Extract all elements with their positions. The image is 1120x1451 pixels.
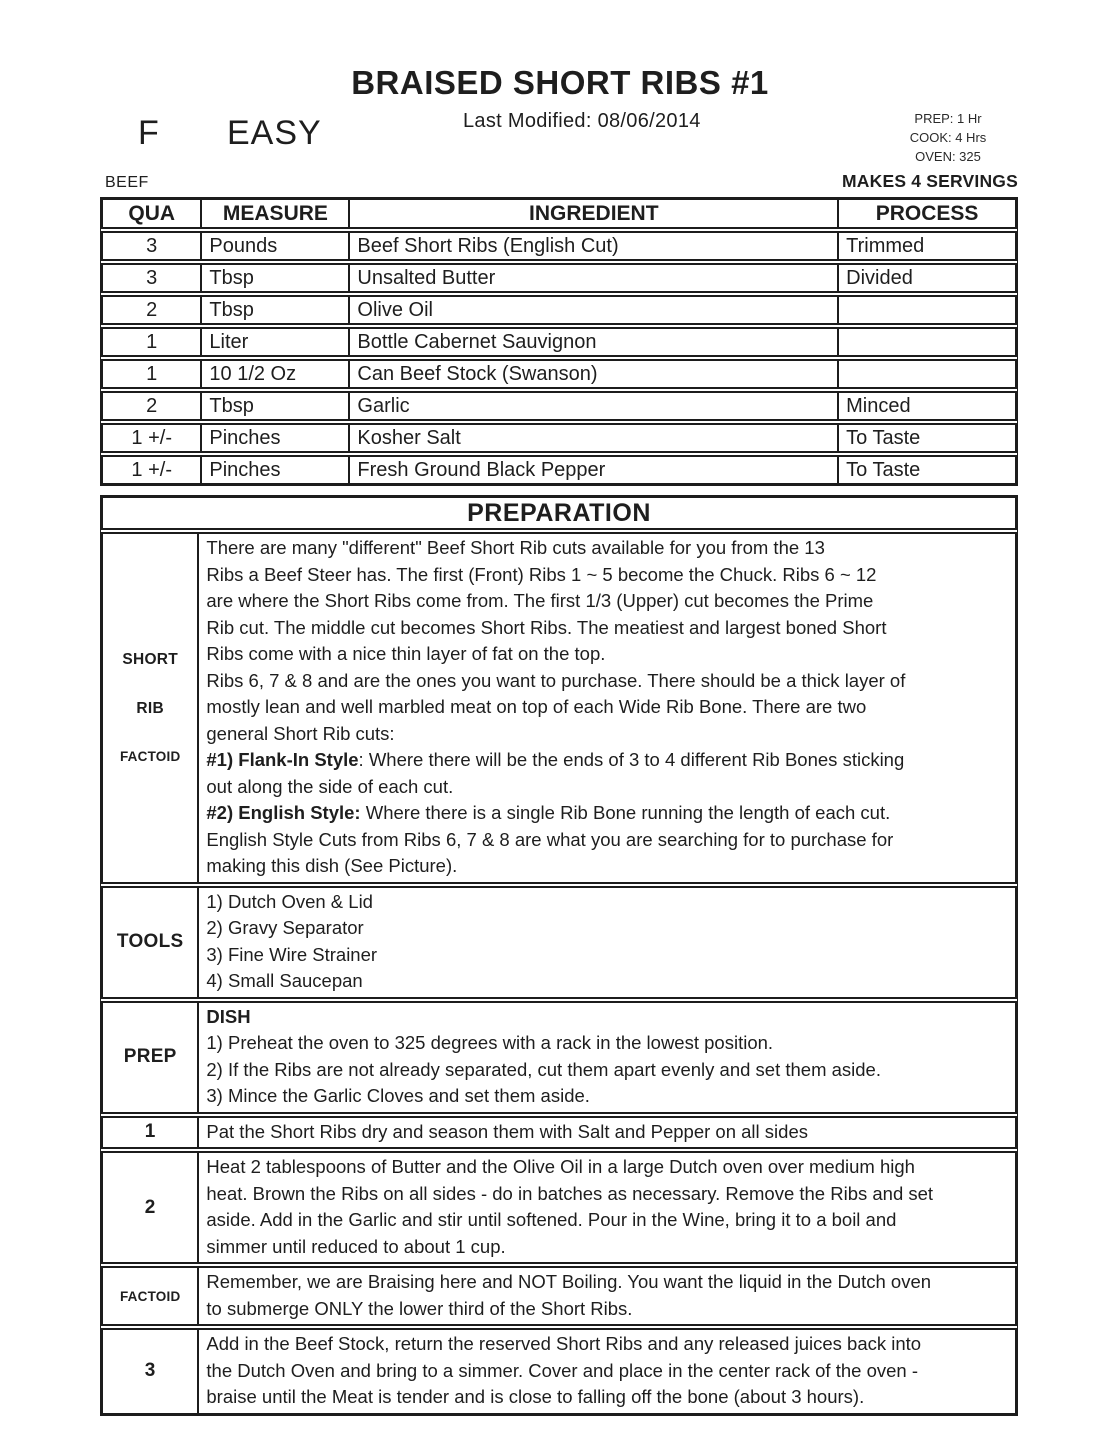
prep-row-label: 3 <box>144 1360 156 1382</box>
ingredient-qty: 1 +/- <box>131 427 172 449</box>
prep-row-tools <box>101 886 1017 999</box>
ingredient-name: Can Beef Stock (Swanson) <box>348 361 837 387</box>
ingredient-row <box>101 263 1017 293</box>
prep-row-text: Add in the Beef Stock, return the reserved Short Ribs and any released juices back into the Dutch Oven and bring to a simmer. Cover and place in the center rack of the oven - braise until the Meat is tender and is close to falling off the bone (about 3 hours). <box>197 1330 1015 1413</box>
time-meta-block <box>886 109 1010 166</box>
ingredient-name: Olive Oil <box>348 297 837 323</box>
ingredient-process: To Taste <box>837 457 1015 483</box>
prep-row-text: 1) Dutch Oven & Lid 2) Gravy Separator 3) Fine Wire Strainer 4) Small Saucepan <box>197 888 1015 997</box>
ingredient-qty: 1 <box>146 331 158 353</box>
prep-row-prep <box>101 1001 1017 1114</box>
prep-row-text: DISH 1) Preheat the oven to 325 degrees with a rack in the lowest position. 2) If the Ribs are not already separated, cut them apart evenly and set them aside. 3) Mince the Garlic Cloves and set them aside. <box>197 1003 1015 1112</box>
ingredient-measure: Pinches <box>200 425 348 451</box>
cook-time: COOK: 4 Hrs <box>909 130 987 145</box>
ingredient-qty: 1 +/- <box>131 459 172 481</box>
ingredient-row <box>101 359 1017 389</box>
ingredient-name: Unsalted Butter <box>348 265 837 291</box>
preparation-title: PREPARATION <box>467 499 651 527</box>
ingredient-row <box>101 295 1017 325</box>
prep-row-label: FACTOID <box>119 1288 181 1304</box>
prep-row-label: 1 <box>144 1121 156 1143</box>
ingredient-qty: 1 <box>146 363 158 385</box>
prep-row-text: Remember, we are Braising here and NOT Boiling. You want the liquid in the Dutch oven to submerge ONLY the lower third of the Short Ribs. <box>197 1268 1015 1324</box>
ingredient-measure: 10 1/2 Oz <box>200 361 348 387</box>
prep-row-factoid <box>101 1266 1017 1326</box>
page-title: BRAISED SHORT RIBS #1 <box>351 64 769 101</box>
recipe-grade: F <box>138 114 159 152</box>
ingredient-name: Bottle Cabernet Sauvignon <box>348 329 837 355</box>
prep-row-factoid-short-rib <box>101 532 1017 884</box>
ingredient-qty: 3 <box>146 235 158 257</box>
ingredient-process <box>837 297 1015 323</box>
preparation-header-row <box>101 496 1017 530</box>
ingredient-process: To Taste <box>837 425 1015 451</box>
ingredient-row <box>101 455 1017 485</box>
ingredient-measure: Pinches <box>200 457 348 483</box>
ingredient-qty: 2 <box>146 299 158 321</box>
preparation-table <box>100 495 1018 1416</box>
ingredients-table <box>100 197 1018 486</box>
prep-row-label: 2 <box>144 1196 156 1218</box>
ingredient-measure: Tbsp <box>200 265 348 291</box>
ingredient-measure: Pounds <box>200 233 348 259</box>
prep-row-text: Heat 2 tablespoons of Butter and the Olive Oil in a large Dutch oven over medium high heat. Brown the Ribs on all sides - do in batches as necessary. Remove the Ribs and set aside. Add in the Garlic and stir until softened. Pour in the Wine, bring it to a boil and simmer until reduced to about 1 cup. <box>197 1153 1015 1262</box>
servings-label: MAKES 4 SERVINGS <box>842 171 1018 191</box>
recipe-difficulty: EASY <box>227 114 322 152</box>
last-modified-date: Last Modified: 08/06/2014 <box>463 110 701 132</box>
col-header-measure: MEASURE <box>200 200 348 227</box>
ingredient-name: Garlic <box>348 393 837 419</box>
ingredient-measure: Liter <box>200 329 348 355</box>
prep-row-step-1 <box>101 1116 1017 1150</box>
ingredient-process: Divided <box>837 265 1015 291</box>
col-header-qua: QUA <box>128 202 176 225</box>
prep-row-label: SHORT RIB FACTOID <box>119 651 181 765</box>
prep-row-label: PREP <box>123 1046 177 1067</box>
recipe-category: BEEF <box>105 174 149 191</box>
prep-row-step-2 <box>101 1151 1017 1264</box>
ingredient-row <box>101 327 1017 357</box>
ingredient-measure: Tbsp <box>200 393 348 419</box>
ingredient-row <box>101 231 1017 261</box>
prep-row-step-3 <box>101 1328 1017 1415</box>
prep-row-text: Pat the Short Ribs dry and season them with Salt and Pepper on all sides <box>197 1118 1015 1148</box>
ingredient-row <box>101 391 1017 421</box>
ingredient-qty: 3 <box>146 267 158 289</box>
ingredient-process: Minced <box>837 393 1015 419</box>
ingredient-process <box>837 361 1015 387</box>
col-header-process: PROCESS <box>837 200 1015 227</box>
ingredient-name: Kosher Salt <box>348 425 837 451</box>
oven-temp: OVEN: 325 <box>915 149 981 164</box>
ingredient-row <box>101 423 1017 453</box>
ingredients-header-row <box>101 198 1017 229</box>
col-header-ingredient: INGREDIENT <box>348 200 837 227</box>
ingredient-name: Fresh Ground Black Pepper <box>348 457 837 483</box>
ingredient-process <box>837 329 1015 355</box>
ingredient-measure: Tbsp <box>200 297 348 323</box>
prep-time: PREP: 1 Hr <box>914 111 982 126</box>
ingredient-qty: 2 <box>146 395 158 417</box>
prep-row-label: TOOLS <box>116 931 184 952</box>
prep-row-text: There are many "different" Beef Short Rib cuts available for you from the 13 Ribs a Beef Steer has. The first (Front) Ribs 1 ~ 5 become the Chuck. Ribs 6 ~ 12 are where the Short Ribs come from. The first 1/3 (Upper) cut becomes the Prime Rib cut. The middle cut becomes Short Ribs. The meatiest and largest boned Short Ribs come with a nice thin layer of fat on the top. Ribs 6, 7 & 8 and are the ones you want to purchase. There should be a thick layer of mostly lean and well marbled meat on top of each Wide Rib Bone. There are two general Short Rib cuts: #1) Flank-In Style: Where there will be the ends of 3 to 4 different Rib Bones sticking out along the side of each cut. #2) English Style: Where there is a single Rib Bone running the length of each cut. English Style Cuts from Ribs 6, 7 & 8 are what you are searching for to purchase for making this dish (See Picture). <box>197 534 1015 882</box>
ingredient-process: Trimmed <box>837 233 1015 259</box>
ingredient-name: Beef Short Ribs (English Cut) <box>348 233 837 259</box>
